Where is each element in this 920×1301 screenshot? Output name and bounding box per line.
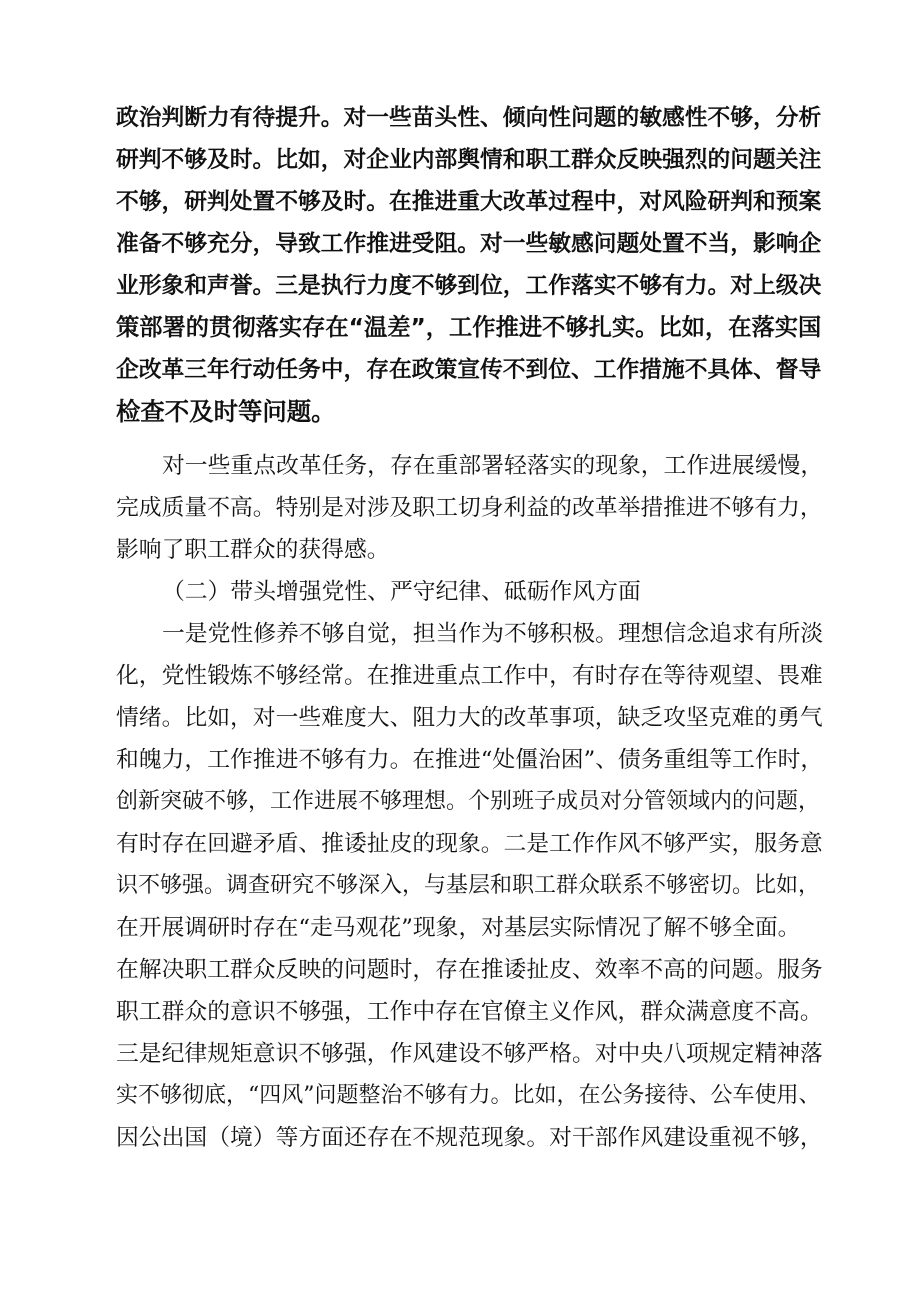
text-line: 在解决职工群众反映的问题时，存在推诿扯皮、效率不高的问题。服务 bbox=[116, 957, 823, 983]
section-heading: （二）带头增强党性、严守纪律、砥砺作风方面 bbox=[162, 579, 641, 605]
text-line: 检查不及时等问题。 bbox=[116, 397, 336, 426]
text-line: 创新突破不够，工作进展不够理想。个别班子成员对分管领域内的问题， bbox=[116, 789, 821, 814]
text-line: 对一些重点改革任务，存在重部署轻落实的现象，工作进展缓慢， bbox=[162, 453, 824, 479]
text-line: 完成质量不高。特别是对涉及职工切身利益的改革举措推进不够有力， bbox=[116, 495, 823, 521]
text-line: 研判不够及时。比如，对企业内部舆情和职工群众反映强烈的问题关注 bbox=[116, 147, 822, 173]
text-line: 识不够强。调查研究不够深入，与基层和职工群众联系不够密切。比如， bbox=[116, 873, 821, 898]
text-line: 影响了职工群众的获得感。 bbox=[116, 537, 390, 563]
text-line: 准备不够充分，导致工作推进受阻。对一些敏感问题处置不当，影响企 bbox=[116, 231, 822, 257]
text-line: 和魄力，工作推进不够有力。在推进“处僵治困”、债务重组等工作时， bbox=[116, 747, 824, 773]
text-line: 三是纪律规矩意识不够强，作风建设不够严格。对中央八项规定精神落 bbox=[116, 1041, 823, 1067]
text-line: 企改革三年行动任务中，存在政策宣传不到位、工作措施不具体、督导 bbox=[116, 357, 822, 383]
text-line: 不够，研判处置不够及时。在推进重大改革过程中，对风险研判和预案 bbox=[116, 189, 822, 215]
text-line: 策部署的贯彻落实存在“温差”，工作推进不够扎实。比如，在落实国 bbox=[116, 314, 822, 341]
text-line: 因公出国（境）等方面还存在不规范现象。对干部作风建设重视不够， bbox=[116, 1125, 823, 1151]
text-line: 职工群众的意识不够强，工作中存在官僚主义作风，群众满意度不高。 bbox=[116, 999, 823, 1025]
text-line: 在开展调研时存在“走马观花”现象，对基层实际情况了解不够全面。 bbox=[116, 915, 801, 941]
text-line: 一是党性修养不够自觉，担当作为不够积极。理想信念追求有所淡 bbox=[162, 621, 824, 647]
text-line: 政治判断力有待提升。对一些苗头性、倾向性问题的敏感性不够，分析 bbox=[116, 105, 822, 131]
text-line: 化，党性锻炼不够经常。在推进重点工作中，有时存在等待观望、畏难 bbox=[116, 663, 823, 689]
text-line: 情绪。比如，对一些难度大、阻力大的改革事项，缺乏攻坚克难的勇气 bbox=[116, 705, 823, 731]
text-line: 实不够彻底，“四风”问题整治不够有力。比如，在公务接待、公车使用、 bbox=[116, 1083, 821, 1108]
text-line: 有时存在回避矛盾、推诿扯皮的现象。二是工作作风不够严实，服务意 bbox=[116, 831, 823, 857]
text-line: 业形象和声誉。三是执行力度不够到位，工作落实不够有力。对上级决 bbox=[116, 273, 822, 299]
